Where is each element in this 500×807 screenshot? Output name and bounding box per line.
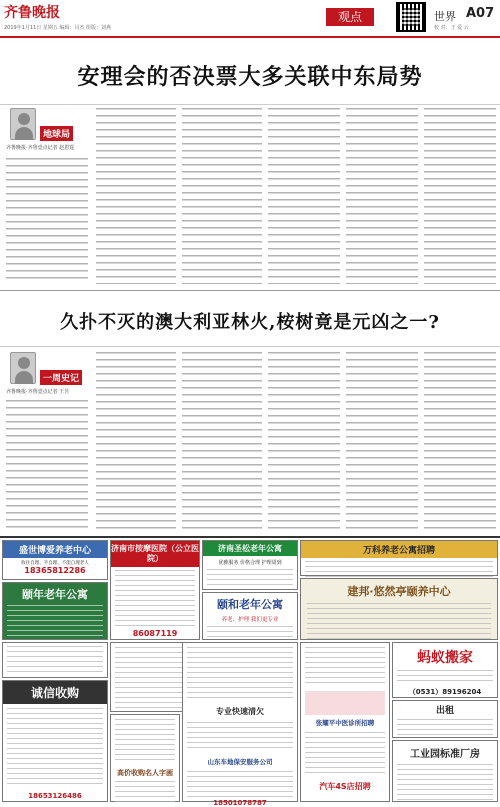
ad-text (7, 708, 103, 788)
page-header (0, 0, 500, 36)
article-2-text-col-5 (346, 352, 418, 530)
ads-divider (0, 536, 500, 538)
ad-subtitle: 优雅服务 价格合理 护理周到 (218, 560, 282, 566)
ad-text (115, 781, 175, 805)
author-avatar (10, 108, 36, 140)
ad-title: 专业快速清欠 (216, 707, 264, 716)
ad-text (187, 771, 293, 797)
ad-text (397, 670, 493, 684)
ad-text (305, 732, 385, 776)
headline-rule (0, 104, 500, 105)
ad-title: 盛世博爱养老中心 (3, 541, 107, 558)
ad-text (187, 647, 293, 699)
ad-title: 高价收购名人字画 (117, 769, 173, 777)
section-tag: 观点 (326, 8, 374, 26)
ad-elder-care-1 (2, 540, 108, 580)
ad-title: 出租 (435, 706, 454, 716)
ad-yihe-apartment (202, 592, 298, 640)
article-2-text-col-1 (6, 400, 88, 530)
ad-text (187, 722, 293, 752)
ad-subtitle: 收住自理、半自理、不能自理老人 (21, 561, 89, 566)
ad-title: 工业园标准厂房 (410, 749, 480, 760)
page-number: A07 (466, 6, 495, 21)
ad-text (305, 647, 385, 687)
author-byline-2: 齐鲁晚报·齐鲁壹点记者 王昱 (6, 389, 70, 395)
article-2-text-col-4 (268, 352, 340, 530)
ad-ant-movers (392, 642, 498, 698)
headline-rule-2 (0, 346, 500, 347)
ad-text (397, 764, 493, 800)
ad-text (207, 569, 293, 589)
ad-rent (392, 700, 498, 738)
article-2-text-col-3 (182, 352, 262, 530)
ad-text (7, 605, 103, 639)
ad-column-mid (300, 642, 390, 802)
ad-massage-hospital (110, 540, 200, 640)
ad-small-notice (2, 642, 108, 678)
ad-text (397, 719, 493, 739)
ad-title-2: 山东车地保安服务公司 (207, 758, 273, 766)
ad-title: 万科养老公寓招聘 (301, 541, 497, 558)
header-divider (0, 36, 500, 38)
ad-title: 张耀平中医诊所招聘 (315, 719, 375, 727)
article-1-text-col-3 (182, 108, 262, 284)
ad-calligraphy-buy (110, 714, 180, 802)
ad-phone: 18501078787 (213, 799, 267, 807)
ad-phone: （0531）89196204 (408, 688, 482, 696)
newspaper-logo: 齐鲁晚报 (4, 5, 60, 21)
ad-title: 颐和老年公寓 (217, 598, 283, 611)
ad-text (115, 570, 195, 626)
author-byline: 齐鲁晚报·齐鲁壹点记者 赵恩霆 (6, 145, 75, 151)
article-1-headline: 安理会的否决票大多关联中东局势 (77, 64, 423, 90)
article-1-text-col-6 (424, 108, 496, 284)
ad-text (207, 626, 293, 640)
qr-code-icon (396, 2, 426, 32)
article-2-text-col-6 (424, 352, 496, 530)
ad-title: 诚信收购 (3, 681, 107, 704)
author-avatar-2 (10, 352, 36, 384)
ad-phone: 86087119 (132, 629, 178, 638)
ad-elder-care-2 (2, 582, 108, 640)
ad-title: 济南市按摩医院（公立医院） (111, 541, 199, 567)
ad-jianbang-center (300, 578, 498, 640)
ad-title: 济南圣松老年公寓 (203, 541, 297, 556)
ad-subtitle: 养老、护理 我们更专业 (221, 617, 279, 623)
ad-text (7, 646, 103, 676)
article-1-text-col-5 (346, 108, 418, 284)
article-2-headline: 久扑不灭的澳大利亚林火,桉树竟是元凶之一? (60, 312, 440, 333)
article-1-text-col-2 (96, 108, 176, 284)
ad-banner (305, 691, 385, 715)
article-1-text-col-4 (268, 108, 340, 284)
ad-text (115, 719, 175, 761)
ad-title: 建邦·悠然亭颐养中心 (347, 585, 451, 598)
ad-vanke-recruit (300, 540, 498, 576)
issue-date: 2019年1月11日 星期五 编辑：闫杰 组版：刘燕 (4, 25, 112, 31)
article-divider (0, 290, 500, 291)
ad-debt-collection (182, 642, 298, 807)
proofreader-line: 校 对：王 爱 云 (434, 25, 469, 31)
ad-shengsong-apartment (202, 540, 298, 590)
column-badge: 地球局 (40, 126, 73, 141)
ad-title: 颐年老年公寓 (22, 588, 88, 601)
ad-honest-buyback (2, 680, 108, 802)
ad-industrial-park (392, 740, 498, 802)
section-name: 世界 (434, 10, 456, 23)
ad-phone: 18653126486 (28, 792, 82, 800)
ad-title-2: 汽车4S店招聘 (319, 782, 371, 791)
ad-title: 蚂蚁搬家 (417, 650, 473, 666)
article-1-text-col-1 (6, 158, 88, 284)
ad-phone: 18365812286 (24, 566, 86, 575)
ad-text (307, 603, 491, 639)
article-2-text-col-2 (96, 352, 176, 530)
ad-text (305, 561, 493, 579)
column-badge-2: 一周史记 (40, 370, 82, 385)
